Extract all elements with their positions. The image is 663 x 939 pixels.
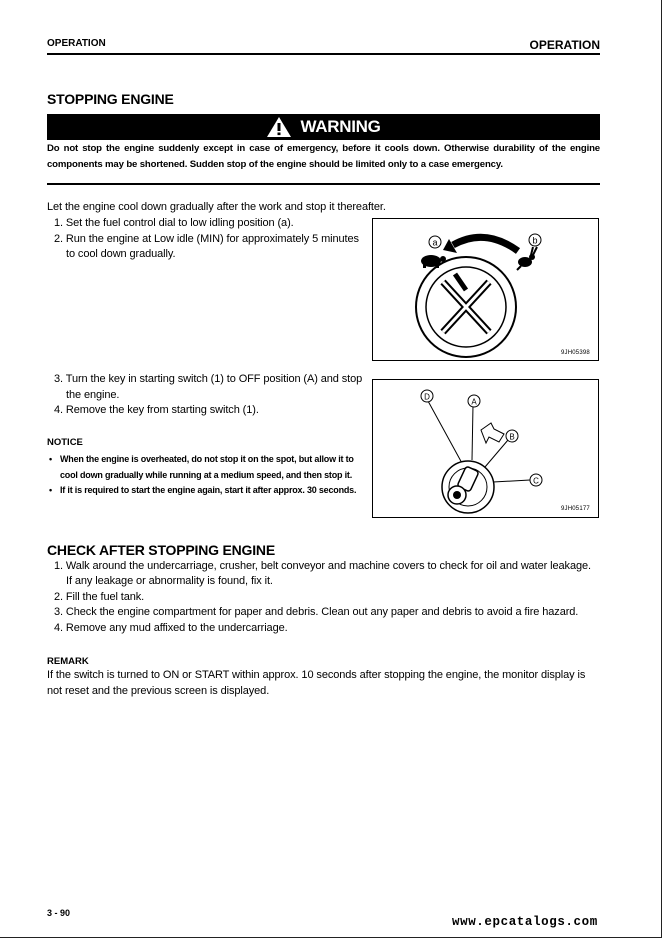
check-item-1-cont: If any leakage or abnormality is found, fix it. (66, 575, 273, 587)
check-item-2: 2. Fill the fuel tank. (54, 591, 145, 603)
notice-heading: NOTICE (47, 437, 83, 448)
remark-text: If the switch is turned to ON or START within approx. 10 seconds after stopping the engine, the monitor display is not reset and the previous screen is displayed. (47, 669, 586, 697)
remark-heading: REMARK (47, 656, 89, 667)
fig1-label-b: b (532, 235, 538, 246)
starting-switch-illustration (373, 380, 598, 517)
fig2-label-b: B (509, 432, 515, 442)
warning-label: WARNING (300, 117, 381, 136)
notice-item-2 (47, 483, 372, 499)
warning-text: Do not stop the engine suddenly except in case of emergency, before it cools down. Otherwise durability of the engine components may be shortened. Sudden stop of the engine should be limited only to a case emergency. (47, 143, 600, 170)
figure2-code: 9JH05177 (561, 506, 590, 512)
step-4: 4. Remove the key from starting switch (1). (54, 404, 259, 416)
fig1-label-a: a (432, 237, 438, 248)
step-3: 3. Turn the key in starting switch (1) to OFF position (A) and stop (54, 373, 363, 385)
header-right: OPERATION (529, 38, 600, 52)
intro-text: Let the engine cool down gradually after the work and stop it thereafter. (47, 201, 386, 213)
page-number: 3 - 90 (47, 908, 71, 918)
warning-bar (47, 114, 600, 140)
rabbit-icon (517, 247, 537, 270)
section-title-check: CHECK AFTER STOPPING ENGINE (47, 542, 275, 558)
warning-triangle-icon (266, 116, 292, 138)
fig2-label-d: D (424, 392, 430, 402)
check-item-4: 4. Remove any mud affixed to the undercarriage. (54, 622, 288, 634)
step-2: 2. Run the engine at Low idle (MIN) for approximately 5 minutes (54, 233, 359, 245)
figure-fuel-dial (372, 218, 599, 361)
figure-starting-switch (372, 379, 599, 518)
header-left: OPERATION (47, 38, 106, 49)
fuel-dial-illustration (373, 219, 598, 360)
section-title-stopping: STOPPING ENGINE (47, 91, 174, 107)
figure1-code: 9JH05398 (561, 350, 590, 356)
watermark-link[interactable]: www.epcatalogs.com (452, 915, 598, 929)
fig2-label-a: A (471, 397, 477, 407)
fig2-label-c: C (533, 476, 539, 486)
header-rule (47, 53, 600, 55)
step-1: 1. Set the fuel control dial to low idling position (a). (54, 217, 294, 229)
turtle-icon (421, 255, 446, 268)
check-item-1: 1. Walk around the undercarriage, crusher, belt conveyor and machine covers to check for oil and water leakage. (54, 560, 591, 572)
notice-item-1-text: When the engine is overheated, do not stop it on the spot, but allow it to cool down gradually while running at a medium speed, and then stop it. (60, 454, 354, 480)
step-3-cont: the engine. (66, 389, 120, 401)
notice-item-1 (47, 452, 372, 483)
arrow-icon (481, 423, 504, 443)
warning-rule (47, 183, 600, 185)
step-2-cont: to cool down gradually. (66, 248, 176, 260)
bullet-icon: • (49, 485, 52, 495)
check-item-3: 3. Check the engine compartment for paper and debris. Clean out any paper and debris to avoid a fire hazard. (54, 606, 579, 618)
bullet-icon: • (49, 454, 52, 464)
notice-item-2-text: If it is required to start the engine again, start it after approx. 30 seconds. (60, 485, 357, 495)
